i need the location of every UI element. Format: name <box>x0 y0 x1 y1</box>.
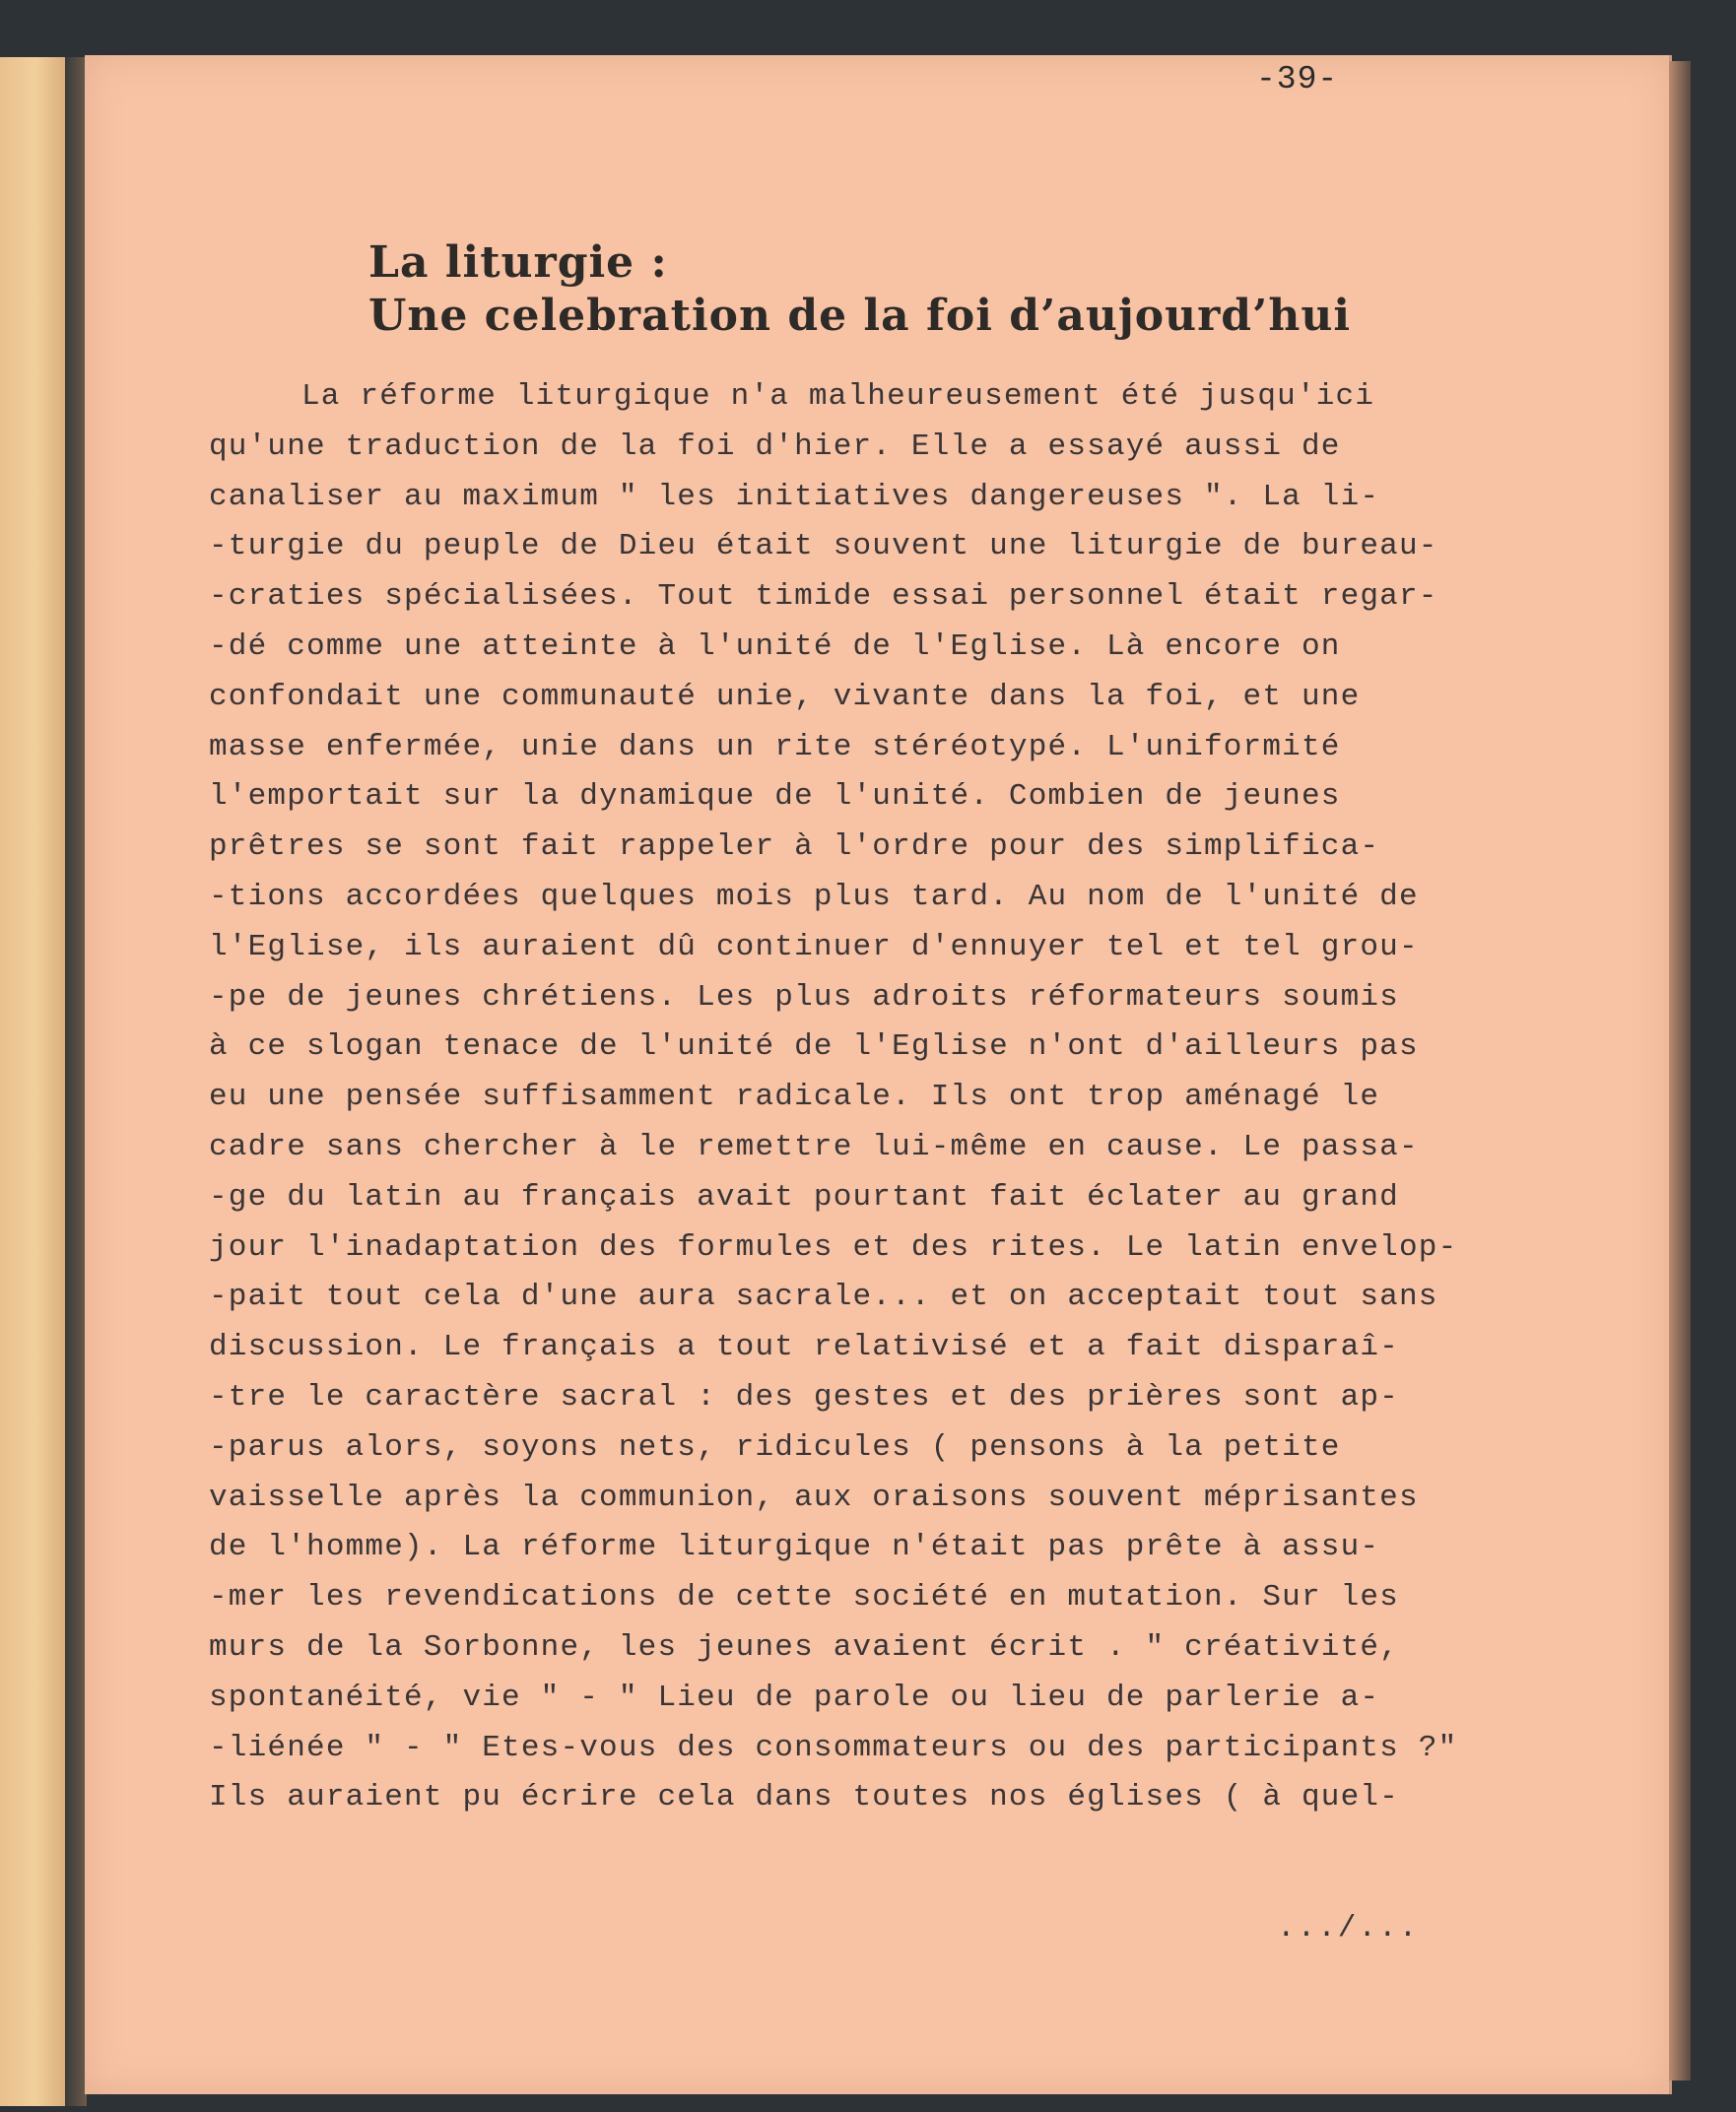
text-line: La réforme liturgique n'a malheureusement été jusqu'ici <box>301 379 1375 414</box>
text-line: Ils auraient pu écrire cela dans toutes nos églises ( à quel- <box>209 1780 1399 1815</box>
text-line: -mer les revendications de cette société en mutation. Sur les <box>209 1580 1399 1616</box>
facing-page-edge <box>0 57 67 2106</box>
text-line: canaliser au maximum " les initiatives dangereuses ". La li- <box>209 479 1380 514</box>
title-line-1: La liturgie : <box>368 237 668 288</box>
text-line: -tre le caractère sacral : des gestes et des prières sont ap- <box>209 1379 1399 1415</box>
text-line: l'emportait sur la dynamique de l'unité. Combien de jeunes <box>209 779 1341 815</box>
text-line: prêtres se sont fait rappeler à l'ordre pour des simplifica- <box>209 829 1380 865</box>
text-line: discussion. Le français a tout relativisé et a fait disparaî- <box>209 1330 1399 1365</box>
title-line-2: Une celebration de la foi d’aujourd’hui <box>368 291 1352 341</box>
text-line: masse enfermée, unie dans un rite stéréotypé. L'uniformité <box>209 729 1341 764</box>
text-line: confondait une communauté unie, vivante dans la foi, et une <box>209 679 1361 714</box>
page-number: -39- <box>1256 61 1339 98</box>
text-line: spontanéité, vie " - " Lieu de parole ou lieu de parlerie a- <box>209 1680 1380 1715</box>
text-line: jour l'inadaptation des formules et des rites. Le latin envelop- <box>209 1229 1458 1265</box>
book-gutter <box>65 57 87 2106</box>
text-line: de l'homme). La réforme liturgique n'était pas prête à assu- <box>209 1530 1380 1565</box>
text-line: l'Eglise, ils auraient dû continuer d'ennuyer tel et tel grou- <box>209 929 1419 964</box>
text-line: -pe de jeunes chrétiens. Les plus adroits réformateurs soumis <box>209 979 1399 1015</box>
text-line: -ge du latin au français avait pourtant fait éclater au grand <box>209 1179 1399 1215</box>
text-line: murs de la Sorbonne, les jeunes avaient écrit . " créativité, <box>209 1629 1399 1665</box>
page-title <box>368 236 1351 343</box>
text-line: eu une pensée suffisamment radicale. Ils ont trop aménagé le <box>209 1080 1380 1115</box>
text-line: -tions accordées quelques mois plus tard. Au nom de l'unité de <box>209 879 1419 914</box>
text-line: -parus alors, soyons nets, ridicules ( pensons à la petite <box>209 1429 1341 1465</box>
text-line: cadre sans chercher à le remettre lui-même en cause. Le passa- <box>209 1129 1419 1164</box>
text-line: à ce slogan tenace de l'unité de l'Eglise n'ont d'ailleurs pas <box>209 1029 1419 1065</box>
text-line: vaisselle après la communion, aux oraisons souvent méprisantes <box>209 1480 1419 1515</box>
text-line: -liénée " - " Etes-vous des consommateurs ou des participants ?" <box>209 1730 1458 1765</box>
continuation-mark: .../... <box>1277 1911 1420 1946</box>
text-line: -dé comme une atteinte à l'unité de l'Eglise. Là encore on <box>209 628 1341 664</box>
text-line: -pait tout cela d'une aura sacrale... et on acceptait tout sans <box>209 1280 1438 1315</box>
page-stack-edge <box>1669 61 1691 2080</box>
text-line: qu'une traduction de la foi d'hier. Elle a essayé aussi de <box>209 429 1341 464</box>
text-line: -craties spécialisées. Tout timide essai personnel était regar- <box>209 579 1438 615</box>
text-line: -turgie du peuple de Dieu était souvent une liturgie de bureau- <box>209 529 1438 564</box>
body-paragraph <box>209 372 1588 1823</box>
